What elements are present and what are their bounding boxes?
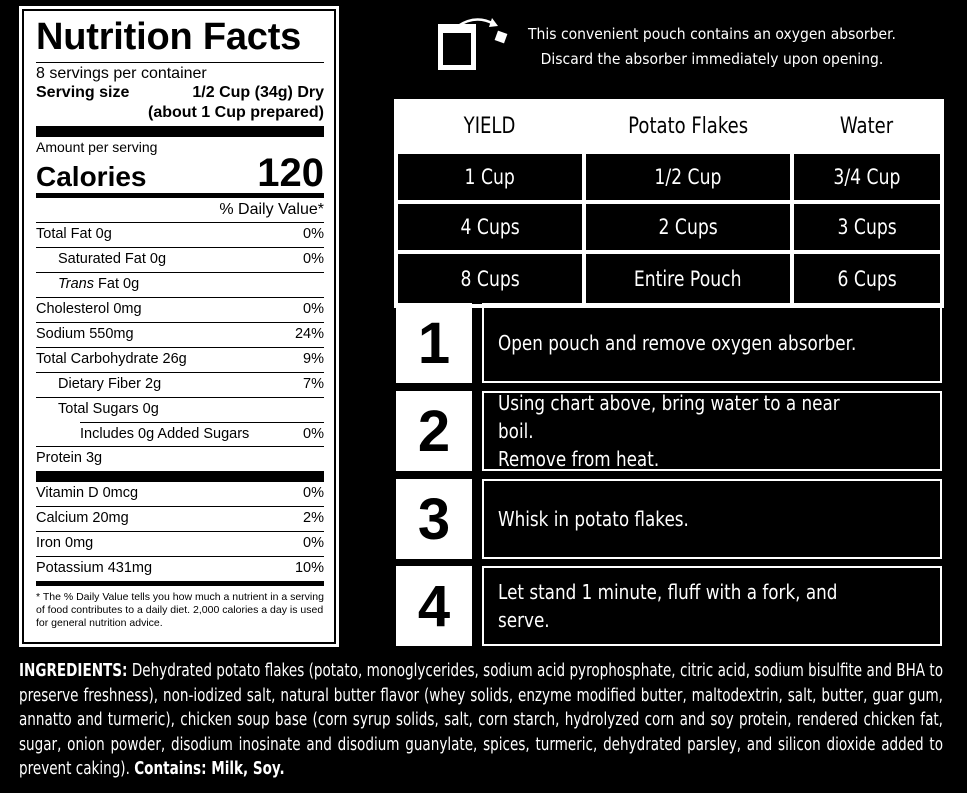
divider-thick: [36, 126, 324, 137]
step-text: Whisk in potato flakes.: [498, 507, 689, 531]
oxygen-note-line2: Discard the absorber immediately upon opening.: [540, 50, 884, 68]
nutrient-pct: 9%: [303, 351, 324, 367]
yield-row: [396, 202, 942, 252]
vitamin-label: Calcium 20mg: [36, 510, 129, 526]
nutrient-label: Total Sugars 0g: [58, 401, 159, 417]
vitamin-row: [36, 482, 324, 506]
yield-header: Potato Flakes: [584, 101, 792, 152]
yield-header: Water: [792, 101, 942, 152]
nutrient-row: [36, 397, 324, 422]
step-text: Open pouch and remove oxygen absorber.: [498, 331, 857, 355]
nutrient-label: Cholesterol 0mg: [36, 301, 142, 317]
nutrient-row: [36, 247, 324, 272]
nutrient-label: Total Carbohydrate 26g: [36, 351, 187, 367]
calories-value: 120: [257, 151, 324, 195]
added-sugars-inner: [80, 422, 324, 446]
step-text-box: [482, 479, 942, 559]
vitamin-label: Potassium 431mg: [36, 560, 153, 576]
serving-size-value: 1/2 Cup (34g) Dry: [192, 84, 324, 101]
nutrient-pct: 0%: [303, 301, 324, 317]
allergen-contains: Contains: Milk, Soy.: [134, 759, 285, 779]
nutrient-pct: 7%: [303, 376, 324, 392]
serving-size-label: Serving size: [36, 84, 130, 101]
nutrition-facts-panel: [19, 6, 339, 647]
yield-row: [396, 152, 942, 202]
vitamin-row: [36, 556, 324, 581]
nutrient-label: Includes 0g Added Sugars: [80, 426, 250, 442]
divider-thick: [36, 471, 324, 482]
calories-label: Calories: [36, 161, 147, 192]
vitamin-pct: 0%: [303, 485, 324, 501]
yield-row: [396, 252, 942, 306]
nutrient-label: Protein 3g: [36, 450, 103, 466]
serving-size-row: [36, 83, 324, 103]
step-number: 4: [396, 566, 472, 646]
step-3: [394, 479, 944, 561]
nutrient-row: [36, 372, 324, 397]
nutrient-label: Total Fat 0g: [36, 226, 112, 242]
step-text-box: [482, 303, 942, 383]
nutrition-title: Nutrition Facts: [36, 16, 302, 58]
yield-cell: 3 Cups: [792, 202, 942, 252]
step-number: 1: [396, 303, 472, 383]
yield-cell: Entire Pouch: [584, 252, 792, 306]
nutrient-label: Dietary Fiber 2g: [58, 376, 162, 392]
vitamin-label: Iron 0mg: [36, 535, 94, 551]
ingredients-text: Dehydrated potato flakes (potato, monoglycerides, sodium acid pyrophosphate, citric acid, sodium bisulfite and BHA to preserve freshness), non-iodized salt, natural butter flavor (whey solids, enzyme modified butter, maltodextrin, salt, butter, guar gum, annatto and turmeric), chicken soup base (corn syrup solids, salt, corn starch, hydrolyzed corn and soy protein, rendered chicken fat, sugar, onion powder, disodium inosinate and disodium guanylate, spices, turmeric, dehydrated parsley, and silicon dioxide added to prevent caking).: [19, 661, 943, 779]
oxygen-note-line1: This convenient pouch contains an oxygen absorber.: [528, 25, 896, 43]
nutrient-row: [36, 322, 324, 347]
yield-header-row: [396, 101, 942, 152]
amount-per-serving: Amount per serving: [36, 139, 158, 155]
nutrient-row: [36, 347, 324, 372]
daily-value-footnote: * The % Daily Value tells you how much a nutrient in a serving of food contributes to a daily diet. 2,000 calories a day is used for general nutrition advice.: [36, 591, 324, 629]
vitamin-label: Vitamin D 0mcg: [36, 485, 139, 501]
step-text: Let stand 1 minute, fluff with a fork, and serve.: [498, 580, 838, 632]
nutrient-row: [36, 297, 324, 322]
calories-row: [36, 151, 324, 195]
yield-table: [394, 99, 944, 308]
vitamin-row: [36, 506, 324, 531]
nutrient-row: [36, 446, 324, 471]
yield-cell: 2 Cups: [584, 202, 792, 252]
yield-cell: 8 Cups: [396, 252, 584, 306]
yield-cell: 6 Cups: [792, 252, 942, 306]
nutrient-row: [36, 422, 324, 446]
nutrient-row: [36, 222, 324, 247]
yield-header: YIELD: [396, 101, 584, 152]
yield-cell: 4 Cups: [396, 202, 584, 252]
nutrient-label: [58, 273, 139, 297]
step-text-box: [482, 391, 942, 471]
vitamin-pct: 0%: [303, 535, 324, 551]
trans-italic: Trans: [58, 276, 94, 292]
step-text-box: [482, 566, 942, 646]
nutrient-pct: 0%: [303, 426, 324, 442]
step-2: [394, 391, 944, 473]
vitamin-pct: 10%: [294, 560, 324, 576]
nutrient-label: Saturated Fat 0g: [58, 251, 167, 267]
step-text: Using chart above, bring water to a near boil. Remove from heat.: [498, 391, 840, 471]
yield-cell: 1 Cup: [396, 152, 584, 202]
ingredients-statement: [19, 659, 943, 782]
trans-rest: Fat 0g: [94, 276, 140, 292]
daily-value-header: % Daily Value*: [219, 201, 324, 218]
yield-cell: 3/4 Cup: [792, 152, 942, 202]
nutrient-row: [36, 272, 324, 297]
step-1: [394, 303, 944, 385]
nutrient-pct: 0%: [303, 226, 324, 242]
vitamin-pct: 2%: [303, 510, 324, 526]
nutrient-pct: 0%: [303, 251, 324, 267]
nutrient-pct: 24%: [294, 326, 324, 342]
pouch-absorber-icon: [436, 14, 508, 72]
servings-per-container: 8 servings per container: [36, 62, 324, 83]
step-number: 3: [396, 479, 472, 559]
yield-cell: 1/2 Cup: [584, 152, 792, 202]
vitamin-row: [36, 531, 324, 556]
ingredients-label: INGREDIENTS:: [19, 661, 128, 681]
nutrient-label: Sodium 550mg: [36, 326, 134, 342]
serving-size-prepared: (about 1 Cup prepared): [147, 104, 324, 121]
step-4: [394, 566, 944, 648]
oxygen-absorber-note: [514, 22, 910, 72]
step-number: 2: [396, 391, 472, 471]
